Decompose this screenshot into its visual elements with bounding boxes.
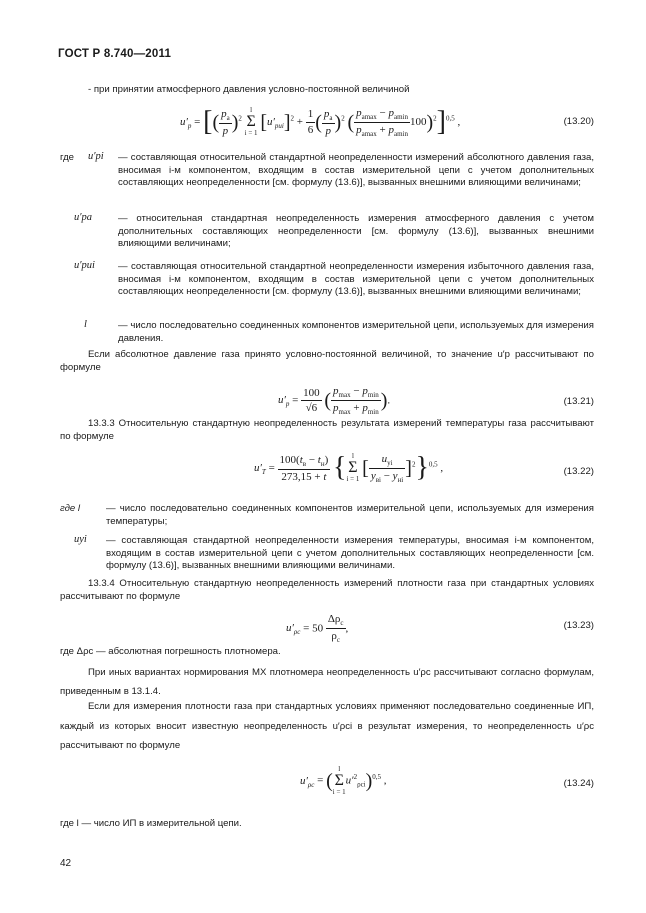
- eq-number-13-23: (13.23): [563, 620, 594, 631]
- def-text: — число последовательно соединенных компонентов измерительной цепи, используемых для измерения температуры;: [106, 503, 594, 527]
- def-symbol: u′pa: [74, 212, 93, 223]
- section-13-3-4: 13.3.4 Относительную стандартную неопределенность измерений плотности газа при стандартных условиях рассчитывают по формуле: [60, 578, 594, 602]
- def-row: [60, 261, 594, 319]
- def-row: [60, 152, 594, 210]
- last-definition: где l — число ИП в измерительной цепи.: [60, 818, 242, 829]
- intro-line: - при принятии атмосферного давления условно-постоянной величиной: [88, 84, 410, 95]
- eq-number-13-21: (13.21): [563, 396, 594, 407]
- def-text: — составляющая относительной стандартной неопределенности измерений абсолютного давления газа, вносимая i-м компонентом, входящим в состав измерительной цепи с учетом дополнительных составляющих неопределенности [см. формулу (13.6)], вызванных внешними влияющими величинами;: [118, 152, 594, 189]
- document-header: ГОСТ Р 8.740—2011: [58, 48, 172, 60]
- def-symbol: u′pиi: [74, 260, 95, 271]
- delta-definition: где Δρс — абсолютная погрешность плотномера.: [60, 646, 281, 657]
- where-label: где: [60, 152, 75, 163]
- def-symbol: u′pi: [88, 151, 104, 162]
- def-row: [60, 320, 594, 350]
- formula-13-20: $u'_p$ = [( $\frac{p_а}{p}$ )$^2$ l Σ i = 1 $[u'_{pиi}]^2$ + $\frac{1}{6}$ ( $\frac{p_а}{p}$ )$^2$ ( $\frac{p_{аmax} - p_{аmin}}{p_{аmax} + p_{аmin}}$ 100)$^2$]$^{0,5}$ ,: [180, 106, 461, 139]
- def-row: [60, 503, 594, 533]
- section-13-3-3: 13.3.3 Относительную стандартную неопределенность результата измерений температуры газа рассчитывают по формуле: [60, 418, 594, 442]
- eq-number-13-20: (13.20): [563, 116, 594, 127]
- formula-13-21: $u'_p$ = $\frac{100}{√6}$ ( $\frac{p_{max} - p_{min}}{p_{max} + p_{min}}$ ).: [278, 385, 391, 417]
- def-symbol: uyi: [74, 534, 87, 545]
- page-number: 42: [60, 858, 72, 869]
- def-symbol: l: [84, 319, 87, 330]
- paragraph-other-variants: При иных вариантах нормирования МХ плотномера неопределенность u′ρс рассчитывают согласно формулам, приведенным в 13.1.4.: [60, 667, 594, 698]
- def-text: — составляющая стандартной неопределенности измерения температуры, вносимая i-м компонентом, входящим в состав измерительной цепи с учетом дополнительных составляющих неопределенности [см. формулу (13.6)], вызванных внешними влияющими величинами.: [106, 535, 594, 572]
- def-row: [60, 535, 594, 579]
- def-symbol: где l: [60, 503, 81, 514]
- def-text: — относительная стандартная неопределенность измерения атмосферного давления с учетом дополнительных составляющих неопределенности [см. формулу (13.6)], вызванных внешними влияющими величинами;: [118, 213, 594, 250]
- eq-number-13-24: (13.24): [563, 778, 594, 789]
- formula-13-24: $u'_{\rho с} = (l$ Σ $i = 1u'^2_{\rho сi})^{0,5}$ ,: [300, 765, 387, 796]
- paragraph-abs-const: Если абсолютное давление газа принято условно-постоянной величиной, то значение u′p рассчитывают по формуле: [60, 349, 594, 373]
- def-text: — составляющая относительной стандартной неопределенности измерения избыточного давления газа, вносимая i-м компонентом, входящим в состав измерительной цепи с учетом дополнительных составляющих неопределенности [см. формулу (13.6)], вызванных внешними влияющими величинами;: [118, 261, 594, 298]
- paragraph-chain: Если для измерения плотности газа при стандартных условиях применяют последовательно соединенные ИП, каждый из которых вносит известную неопределенность u′ρсi в результат измерения, то неопределенность u′ρс рассчитывают по формуле: [60, 701, 594, 752]
- formula-13-23: $u'_{\rho с} = 50$ $\frac{\Delta\rho_с}{\rho_с}$ ,: [286, 613, 349, 645]
- def-row: [60, 213, 594, 257]
- eq-number-13-22: (13.22): [563, 466, 594, 477]
- formula-13-22: $u'_T$ = $\frac{100(t_в - t_н)}{273,15 + t}$ { l Σ i = 1 [ $\frac{u_{yi}}{y_{вi} - y_{нi}}$ ]$^2$}$^{0,5}$ ,: [254, 452, 444, 485]
- def-text: — число последовательно соединенных компонентов измерительной цепи, используемых для измерения давления.: [118, 320, 594, 344]
